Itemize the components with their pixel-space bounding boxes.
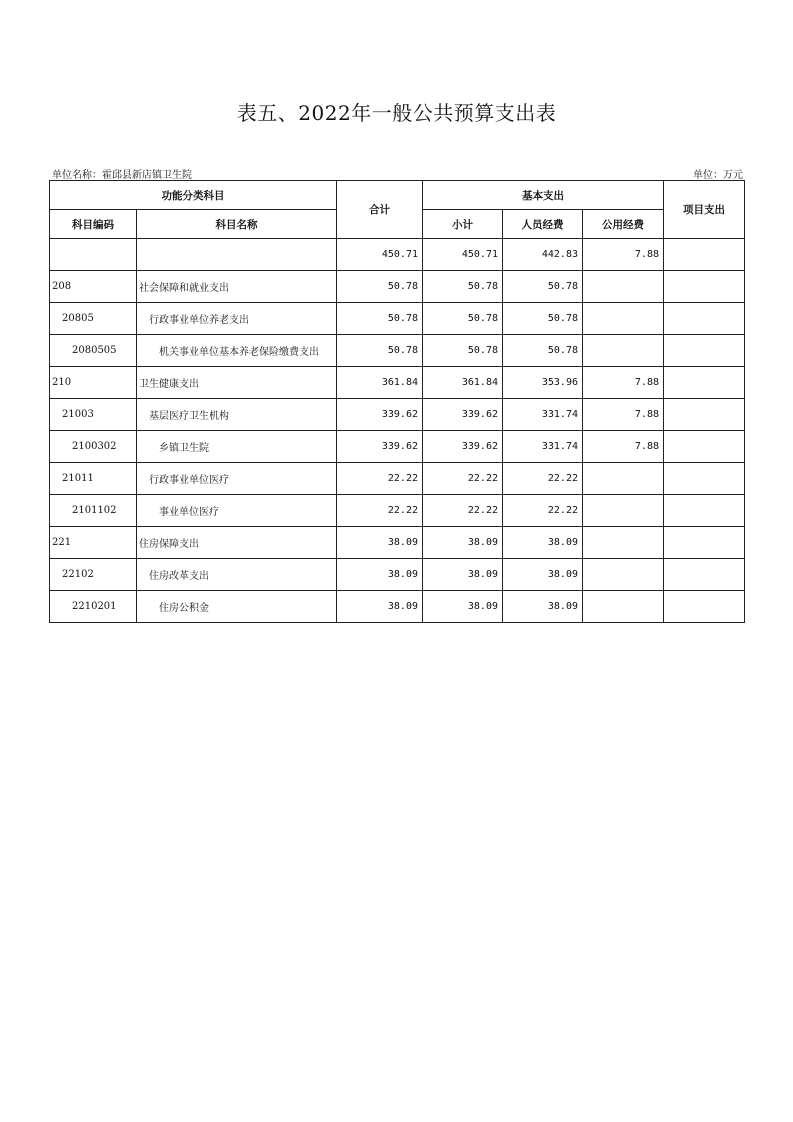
cell-name: 机关事业单位基本养老保险缴费支出	[137, 335, 337, 367]
header-functional-category: 功能分类科目	[50, 181, 337, 210]
table-row	[50, 591, 745, 623]
cell-project	[664, 431, 745, 463]
cell-public	[583, 463, 664, 495]
cell-code: 2100302	[50, 431, 137, 463]
cell-public	[583, 559, 664, 591]
header-subject-code: 科目编码	[50, 210, 137, 239]
table-row	[50, 559, 745, 591]
cell-code: 208	[50, 271, 137, 303]
cell-total: 50.78	[337, 335, 423, 367]
header-basic-expense: 基本支出	[423, 181, 664, 210]
cell-subtotal: 450.71	[423, 239, 503, 271]
cell-personnel: 38.09	[503, 527, 583, 559]
table-row	[50, 239, 745, 271]
cell-project	[664, 399, 745, 431]
cell-project	[664, 495, 745, 527]
cell-code: 221	[50, 527, 137, 559]
table-row	[50, 495, 745, 527]
cell-total: 38.09	[337, 527, 423, 559]
cell-code: 21003	[50, 399, 137, 431]
currency-unit: 单位：万元	[693, 170, 743, 181]
unit-name: 单位名称：霍邱县新店镇卫生院	[52, 170, 192, 181]
cell-code: 21011	[50, 463, 137, 495]
cell-public	[583, 495, 664, 527]
cell-code: 20805	[50, 303, 137, 335]
cell-subtotal: 22.22	[423, 463, 503, 495]
cell-personnel: 22.22	[503, 463, 583, 495]
cell-public: 7.88	[583, 239, 664, 271]
cell-subtotal: 50.78	[423, 335, 503, 367]
cell-name: 乡镇卫生院	[137, 431, 337, 463]
cell-public: 7.88	[583, 431, 664, 463]
cell-personnel: 22.22	[503, 495, 583, 527]
cell-subtotal: 38.09	[423, 559, 503, 591]
cell-subtotal: 50.78	[423, 271, 503, 303]
cell-personnel: 50.78	[503, 271, 583, 303]
header-total: 合计	[337, 181, 423, 239]
table-row	[50, 271, 745, 303]
cell-public: 7.88	[583, 399, 664, 431]
cell-total: 22.22	[337, 495, 423, 527]
cell-personnel: 38.09	[503, 559, 583, 591]
cell-subtotal: 339.62	[423, 431, 503, 463]
cell-personnel: 50.78	[503, 303, 583, 335]
cell-code: 22102	[50, 559, 137, 591]
cell-name: 住房保障支出	[137, 527, 337, 559]
cell-name	[137, 239, 337, 271]
cell-subtotal: 38.09	[423, 527, 503, 559]
cell-total: 38.09	[337, 591, 423, 623]
cell-total: 50.78	[337, 271, 423, 303]
page-title: 表五、2022年一般公共预算支出表	[236, 101, 557, 125]
table-row	[50, 335, 745, 367]
table-row	[50, 303, 745, 335]
table-row	[50, 431, 745, 463]
header-subject-name: 科目名称	[137, 210, 337, 239]
cell-code: 210	[50, 367, 137, 399]
cell-name: 基层医疗卫生机构	[137, 399, 337, 431]
cell-total: 450.71	[337, 239, 423, 271]
cell-name: 事业单位医疗	[137, 495, 337, 527]
cell-personnel: 331.74	[503, 431, 583, 463]
cell-name: 卫生健康支出	[137, 367, 337, 399]
cell-public	[583, 335, 664, 367]
cell-total: 38.09	[337, 559, 423, 591]
cell-name: 行政事业单位养老支出	[137, 303, 337, 335]
cell-project	[664, 591, 745, 623]
cell-name: 行政事业单位医疗	[137, 463, 337, 495]
cell-total: 339.62	[337, 399, 423, 431]
cell-public	[583, 303, 664, 335]
cell-project	[664, 271, 745, 303]
header-subtotal: 小计	[423, 210, 503, 239]
cell-code: 2080505	[50, 335, 137, 367]
table-row	[50, 367, 745, 399]
table-row	[50, 399, 745, 431]
cell-public	[583, 591, 664, 623]
cell-project	[664, 335, 745, 367]
cell-total: 361.84	[337, 367, 423, 399]
cell-project	[664, 239, 745, 271]
header-personnel: 人员经费	[503, 210, 583, 239]
cell-subtotal: 38.09	[423, 591, 503, 623]
header-public: 公用经费	[583, 210, 664, 239]
cell-project	[664, 559, 745, 591]
cell-total: 50.78	[337, 303, 423, 335]
cell-public: 7.88	[583, 367, 664, 399]
cell-public	[583, 527, 664, 559]
cell-personnel: 353.96	[503, 367, 583, 399]
table-body	[50, 239, 745, 623]
cell-name: 住房改革支出	[137, 559, 337, 591]
cell-project	[664, 463, 745, 495]
table-row	[50, 463, 745, 495]
header-project-expense: 项目支出	[664, 181, 745, 239]
cell-name: 社会保障和就业支出	[137, 271, 337, 303]
cell-personnel: 50.78	[503, 335, 583, 367]
cell-code	[50, 239, 137, 271]
cell-subtotal: 361.84	[423, 367, 503, 399]
cell-personnel: 38.09	[503, 591, 583, 623]
cell-personnel: 442.83	[503, 239, 583, 271]
cell-subtotal: 339.62	[423, 399, 503, 431]
cell-name: 住房公积金	[137, 591, 337, 623]
cell-code: 2210201	[50, 591, 137, 623]
cell-project	[664, 527, 745, 559]
cell-total: 22.22	[337, 463, 423, 495]
cell-personnel: 331.74	[503, 399, 583, 431]
header-row-top	[50, 181, 745, 210]
cell-code: 2101102	[50, 495, 137, 527]
budget-table	[49, 180, 745, 623]
table-row	[50, 527, 745, 559]
cell-project	[664, 303, 745, 335]
cell-total: 339.62	[337, 431, 423, 463]
cell-subtotal: 22.22	[423, 495, 503, 527]
cell-public	[583, 271, 664, 303]
cell-project	[664, 367, 745, 399]
cell-subtotal: 50.78	[423, 303, 503, 335]
